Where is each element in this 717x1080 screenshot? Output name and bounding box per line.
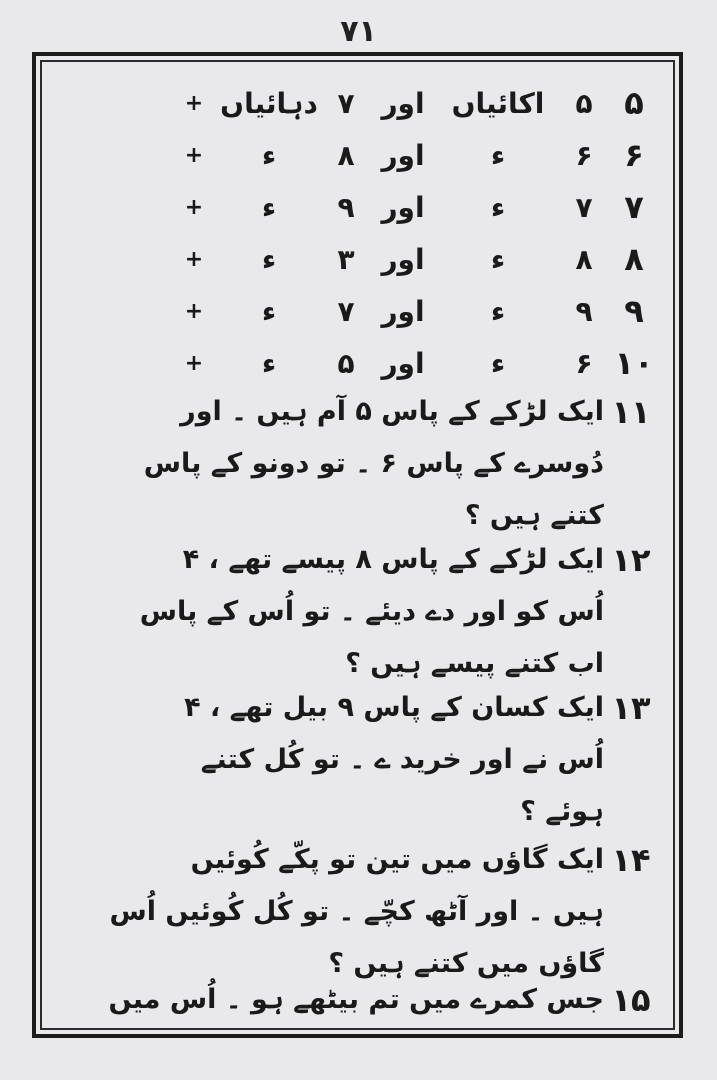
plus-sign: + — [184, 90, 204, 116]
exercise-row — [58, 130, 658, 180]
plus-sign: + — [184, 298, 204, 324]
exercise-row — [58, 338, 658, 388]
and-word: اور — [381, 242, 425, 276]
ditto-mark: ء — [490, 190, 506, 224]
ditto-mark: ء — [261, 242, 277, 276]
ditto-mark: ء — [261, 294, 277, 328]
problem-text — [64, 534, 604, 690]
and-word: اور — [381, 190, 425, 224]
word-problem — [58, 534, 658, 690]
problem-line: ایک لڑکے کے پاس ۵ آم ہیں ۔ اور — [180, 396, 604, 427]
ditto-mark: ء — [261, 138, 277, 172]
plus-sign: + — [184, 350, 204, 376]
page-content — [58, 70, 658, 1020]
problem-line: ایک کسان کے پاس ۹ بیل تھے ، ۴ — [184, 692, 604, 723]
tens-value: ۷ — [337, 294, 355, 328]
problem-text — [64, 386, 604, 542]
units-value: ۵ — [575, 86, 593, 120]
problem-line: ایک گاؤں میں تین تو پکّے کُوئیں — [190, 844, 604, 875]
units-label: اکائیاں — [451, 86, 545, 120]
ditto-mark: ء — [490, 138, 506, 172]
tens-value: ۳ — [337, 242, 355, 276]
problem-number: ۱۳ — [611, 689, 651, 727]
and-word: اور — [381, 294, 425, 328]
plus-sign: + — [184, 194, 204, 220]
problem-text — [64, 682, 604, 838]
ditto-mark: ء — [261, 346, 277, 380]
problem-line: ایک لڑکے کے پاس ۸ پیسے تھے ، ۴ — [182, 544, 604, 575]
tens-value: ۷ — [337, 86, 355, 120]
problem-line: ہیں ۔ اور آٹھ کچّے ۔ تو کُل کُوئیں اُس — [109, 896, 604, 927]
problem-number: ۱۴ — [611, 841, 651, 879]
exercise-row — [58, 234, 658, 284]
problem-text — [64, 834, 604, 990]
units-value: ۸ — [575, 242, 593, 276]
problem-line: اب کتنے پیسے ہیں ؟ — [345, 648, 604, 679]
exercise-row — [58, 182, 658, 232]
exercise-row — [58, 78, 658, 128]
units-value: ۷ — [575, 190, 593, 224]
units-value: ۹ — [575, 294, 593, 328]
problem-number: ۱۵ — [611, 981, 651, 1019]
exercise-number: ۵ — [624, 84, 644, 122]
tens-value: ۵ — [337, 346, 355, 380]
tens-value: ۸ — [337, 138, 355, 172]
plus-sign: + — [184, 142, 204, 168]
page-number: ۷۱ — [340, 14, 377, 49]
problem-line: جس کمرے میں تم بیٹھے ہو ۔ اُس میں — [108, 984, 604, 1015]
exercise-number: ۸ — [624, 240, 644, 278]
problem-text — [64, 974, 604, 1026]
ditto-mark: ء — [490, 294, 506, 328]
problem-line: اُس کو اور دے دیئے ۔ تو اُس کے پاس — [139, 596, 604, 627]
problem-number: ۱۱ — [611, 393, 651, 431]
problem-line: ہوئے ؟ — [520, 796, 604, 827]
exercise-number: ۹ — [624, 292, 644, 330]
word-problem — [58, 386, 658, 542]
problem-line: اُس نے اور خرید ے ۔ تو کُل کتنے — [200, 744, 604, 775]
problem-line: کتنے ہیں ؟ — [464, 500, 604, 531]
problem-number: ۱۲ — [611, 541, 651, 579]
ditto-mark: ء — [490, 346, 506, 380]
exercise-number: ۱۰ — [614, 344, 654, 382]
word-problem — [58, 682, 658, 838]
units-value: ۶ — [575, 346, 593, 380]
tens-value: ۹ — [337, 190, 355, 224]
problem-line: دُوسرے کے پاس ۶ ۔ تو دونو کے پاس — [143, 448, 604, 479]
exercise-number: ۷ — [624, 188, 644, 226]
problem-line: گاؤں میں کتنے ہیں ؟ — [328, 948, 604, 979]
exercise-number: ۶ — [624, 136, 644, 174]
word-problem — [58, 974, 658, 1026]
and-word: اور — [381, 346, 425, 380]
plus-sign: + — [184, 246, 204, 272]
word-problem — [58, 834, 658, 990]
tens-label: دہائیاں — [220, 86, 318, 120]
exercise-row — [58, 286, 658, 336]
units-value: ۶ — [575, 138, 593, 172]
and-word: اور — [381, 138, 425, 172]
ditto-mark: ء — [490, 242, 506, 276]
and-word: اور — [381, 86, 425, 120]
ditto-mark: ء — [261, 190, 277, 224]
